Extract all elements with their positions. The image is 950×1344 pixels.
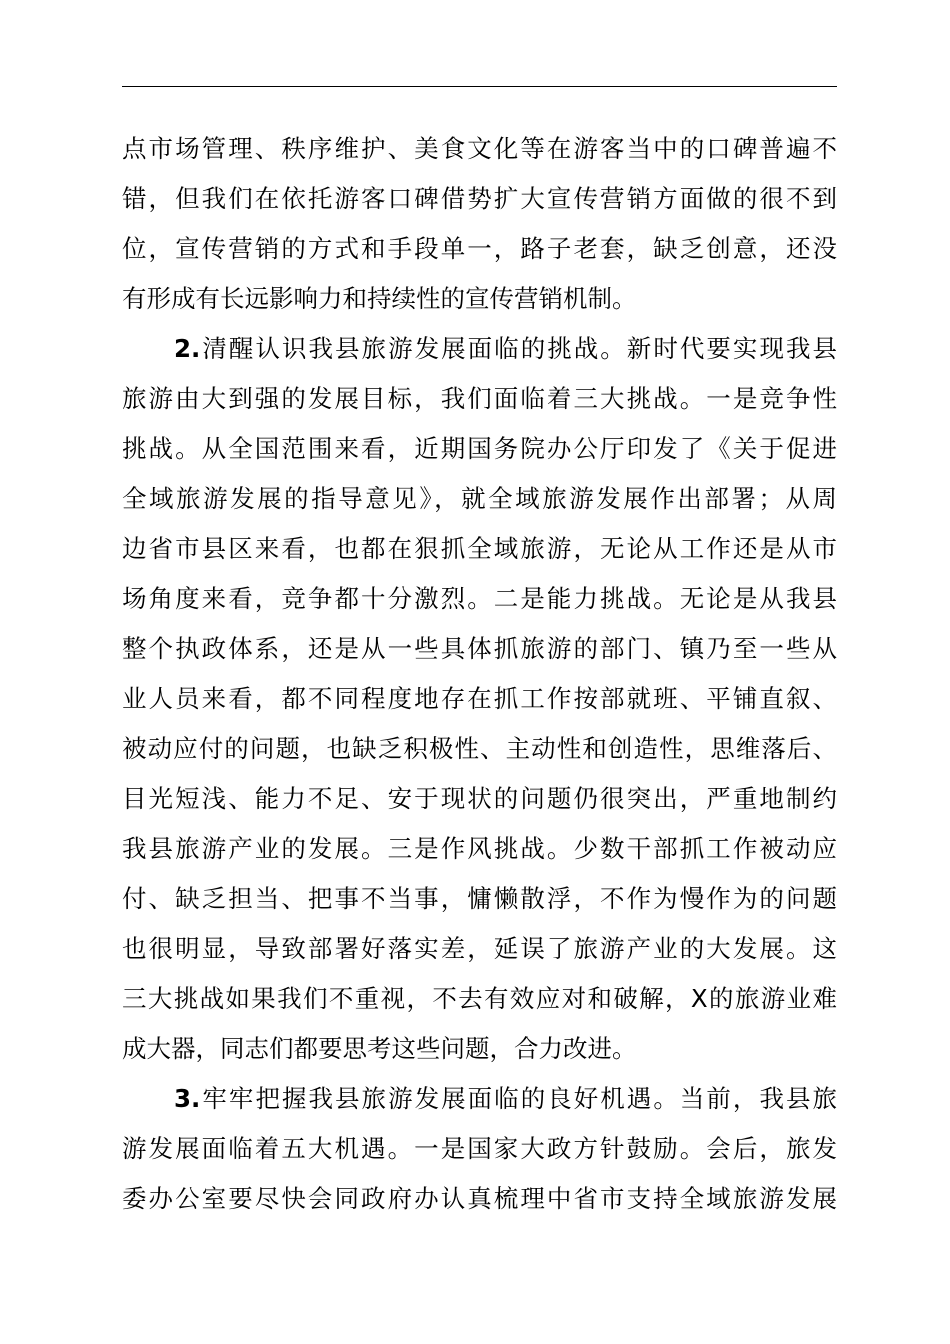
header-rule [122,86,837,87]
text-line: 三大挑战如果我们不重视，不去有效应对和破解，X的旅游业难 [122,984,837,1013]
text-line: 旅游由大到强的发展目标，我们面临着三大挑战。一是竞争性 [122,384,837,413]
text-line: 也很明显，导致部署好落实差，延误了旅游产业的大发展。这 [122,934,837,963]
section-number: 2. [174,334,201,363]
text-line: 全域旅游发展的指导意见》，就全域旅游发展作出部署；从周 [122,484,837,513]
text-line: 委办公室要尽快会同政府办认真梳理中省市支持全域旅游发展 [122,1184,837,1213]
body-text [122,124,837,1224]
section-number: 3. [174,1084,201,1113]
text-line: 场角度来看，竞争都十分激烈。二是能力挑战。无论是从我县 [122,584,837,613]
text-line: 目光短浅、能力不足、安于现状的问题仍很突出，严重地制约 [122,784,837,813]
text-line: 有形成有长远影响力和持续性的宣传营销机制。 [122,284,637,313]
text-line: 错，但我们在依托游客口碑借势扩大宣传营销方面做的很不到 [122,184,837,213]
text-line: 付、缺乏担当、把事不当事，慵懒散浮，不作为慢作为的问题 [122,884,837,913]
section-heading-text: 清醒认识我县旅游发展面临的挑战。新时代要实现我县 [200,334,837,363]
paragraph-2-heading-line [122,324,837,374]
text-line: 成大器，同志们都要思考这些问题，合力改进。 [122,1034,637,1063]
text-line: 被动应付的问题，也缺乏积极性、主动性和创造性，思维落后、 [122,734,837,763]
text-line: 整个执政体系，还是从一些具体抓旅游的部门、镇乃至一些从 [122,634,837,663]
text-line: 游发展面临着五大机遇。一是国家大政方针鼓励。会后，旅发 [122,1134,837,1163]
text-line: 我县旅游产业的发展。三是作风挑战。少数干部抓工作被动应 [122,834,837,863]
text-line: 点市场管理、秩序维护、美食文化等在游客当中的口碑普遍不 [122,134,837,163]
text-line: 边省市县区来看，也都在狠抓全域旅游，无论从工作还是从市 [122,534,837,563]
text-line: 业人员来看，都不同程度地存在抓工作按部就班、平铺直叙、 [122,684,837,713]
text-line: 位，宣传营销的方式和手段单一，路子老套，缺乏创意，还没 [122,234,837,263]
section-heading-text: 牢牢把握我县旅游发展面临的良好机遇。当前，我县旅 [200,1084,837,1113]
text-line: 挑战。从全国范围来看，近期国务院办公厅印发了《关于促进 [122,434,837,463]
paragraph-3-heading-line [122,1074,837,1124]
